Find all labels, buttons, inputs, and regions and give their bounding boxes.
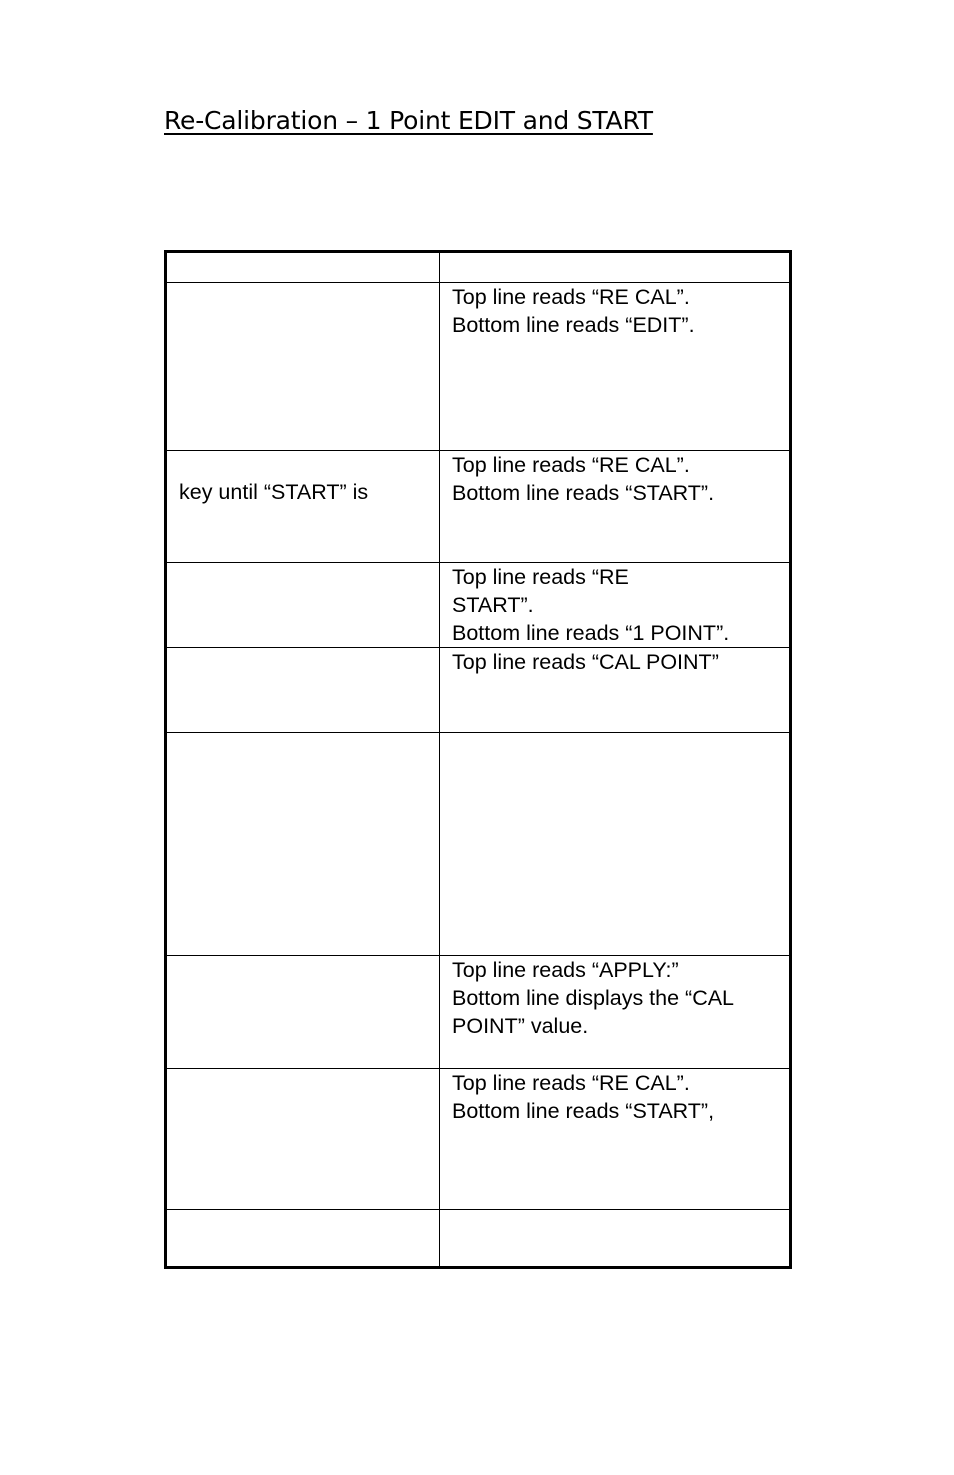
display-cell [440, 956, 791, 1069]
table-row [166, 648, 791, 733]
action-cell [166, 733, 440, 956]
display-line: START”. [452, 593, 534, 617]
display-line: Top line reads “RE CAL”. [452, 285, 690, 309]
display-line: Bottom line reads “START”. [452, 481, 715, 505]
display-cell [440, 451, 791, 563]
table-row [166, 283, 791, 451]
display-cell [440, 283, 791, 451]
action-cell: key until “START” is [166, 451, 440, 563]
page-title: Re-Calibration – 1 Point EDIT and START [164, 106, 653, 135]
table-row [166, 563, 791, 648]
table-row [166, 956, 791, 1069]
display-line: POINT” value. [452, 1014, 589, 1038]
action-cell [166, 648, 440, 733]
calibration-steps-table [164, 250, 792, 1269]
action-cell [166, 956, 440, 1069]
action-cell [166, 1069, 440, 1210]
display-line: Bottom line reads “START”, [452, 1099, 715, 1123]
table-row [166, 252, 791, 283]
action-cell [166, 252, 440, 283]
display-line: Bottom line reads “1 POINT”. [452, 621, 730, 645]
display-cell [440, 1210, 791, 1268]
action-cell [166, 563, 440, 648]
display-line: Top line reads “RE [452, 565, 629, 589]
display-line: Top line reads “RE CAL”. [452, 453, 690, 477]
display-line: Bottom line displays the “CAL [452, 986, 735, 1010]
display-cell [440, 563, 791, 648]
table-row [166, 1069, 791, 1210]
action-cell [166, 283, 440, 451]
display-cell [440, 733, 791, 956]
table-row [166, 451, 791, 563]
display-cell [440, 252, 791, 283]
table-row [166, 1210, 791, 1268]
display-line: Bottom line reads “EDIT”. [452, 313, 695, 337]
display-line: Top line reads “RE CAL”. [452, 1071, 690, 1095]
display-cell [440, 1069, 791, 1210]
table-row [166, 733, 791, 956]
display-line: Top line reads “APPLY:” [452, 958, 679, 982]
display-cell [440, 648, 791, 733]
action-cell [166, 1210, 440, 1268]
display-line: Top line reads “CAL POINT” [452, 650, 719, 674]
